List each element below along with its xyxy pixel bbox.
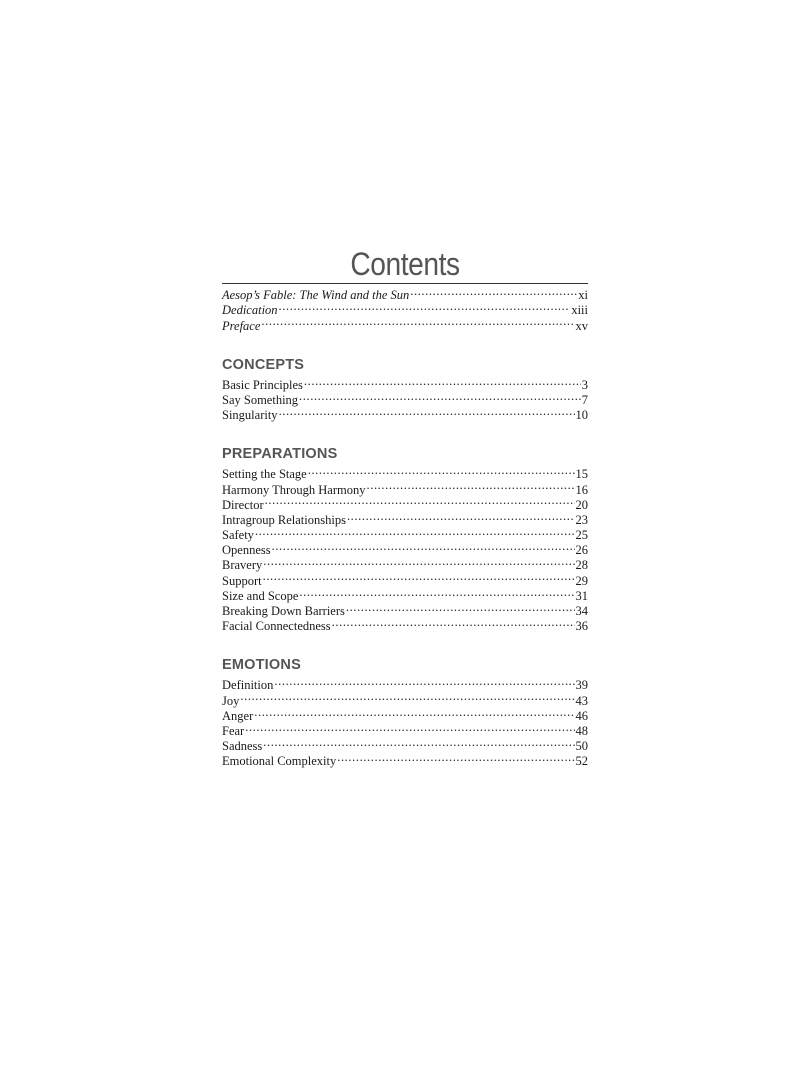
front-matter-list [222, 284, 588, 333]
dot-leader [240, 689, 574, 704]
entry-page-number: 52 [575, 754, 588, 769]
entry-title: Bravery [222, 558, 263, 573]
entry-page-number: 20 [575, 497, 588, 512]
entry-page-number: 26 [575, 543, 588, 558]
dot-leader [279, 299, 571, 314]
entry-page-number: 34 [575, 604, 588, 618]
entry-title: Singularity [222, 408, 278, 423]
section-heading: PREPARATIONS [222, 446, 338, 463]
dot-leader [299, 389, 581, 404]
page-title: Contents [350, 246, 460, 282]
entry-page-number: 39 [575, 678, 588, 693]
toc-entry[interactable] [222, 374, 588, 392]
entry-title: Openness [222, 543, 271, 558]
dot-leader [367, 478, 575, 493]
dot-leader [265, 494, 575, 509]
dot-leader [299, 585, 574, 600]
toc-entry[interactable] [222, 720, 588, 738]
dot-leader [272, 539, 575, 554]
entry-title: Dedication [222, 303, 278, 318]
entry-title: Basic Principles [222, 377, 303, 392]
toc-entry[interactable] [222, 585, 588, 603]
toc-entry[interactable] [222, 494, 588, 512]
section-entries [222, 674, 588, 769]
entry-title: Sadness [222, 739, 263, 754]
entry-page-number: xi [578, 288, 588, 303]
entry-page-number: 10 [575, 408, 588, 423]
entry-title: Breaking Down Barriers [222, 604, 345, 618]
entry-page-number: 43 [575, 693, 588, 708]
entry-title: Emotional Complexity [222, 754, 337, 769]
entry-title: Facial Connectedness [222, 619, 331, 634]
toc-entry[interactable] [222, 689, 588, 708]
dot-leader [346, 600, 575, 615]
entry-title: Preface [222, 318, 261, 333]
toc-entry[interactable] [222, 569, 588, 588]
section-preparations [222, 445, 588, 634]
section-entries [222, 374, 588, 423]
toc-entry[interactable] [222, 524, 588, 543]
entry-title: Setting the Stage [222, 467, 307, 482]
entry-page-number: 36 [575, 619, 588, 634]
entry-title: Joy [222, 693, 240, 708]
dot-leader [410, 284, 577, 299]
dot-leader [308, 463, 575, 478]
entry-page-number: xv [575, 318, 588, 333]
entry-title: Intragroup Relationships [222, 512, 346, 527]
entry-title: Harmony Through Harmony [222, 482, 366, 497]
entry-page-number: 15 [575, 467, 588, 482]
entry-page-number: 28 [575, 558, 588, 573]
entry-title: Fear [222, 723, 245, 738]
entry-page-number: 3 [581, 377, 588, 392]
entry-title: Safety [222, 528, 254, 543]
toc-entry[interactable] [222, 314, 588, 333]
section-concepts [222, 356, 588, 423]
entry-page-number: 29 [575, 573, 588, 588]
dot-leader [263, 569, 575, 584]
dot-leader [337, 750, 574, 765]
section-entries [222, 463, 588, 634]
toc-entry[interactable] [222, 539, 588, 558]
dot-leader [245, 720, 574, 735]
section-emotions [222, 656, 588, 769]
toc-entry[interactable] [222, 554, 588, 573]
toc-entry[interactable] [222, 509, 588, 527]
toc-entry[interactable] [222, 750, 588, 769]
contents-page [222, 245, 588, 769]
entry-page-number: 46 [575, 708, 588, 723]
entry-title: Anger [222, 708, 254, 723]
entry-page-number: 25 [575, 528, 588, 543]
dot-leader [274, 674, 574, 689]
dot-leader [255, 524, 575, 539]
entry-title: Director [222, 497, 264, 512]
entry-title: Say Something [222, 392, 299, 407]
section-heading: CONCEPTS [222, 356, 305, 373]
entry-title: Support [222, 573, 262, 588]
toc-entry[interactable] [222, 674, 588, 693]
dot-leader [263, 735, 574, 750]
entry-page-number: 23 [575, 512, 588, 527]
toc-entry[interactable] [222, 705, 588, 723]
entry-title: Definition [222, 678, 274, 693]
entry-page-number: 48 [575, 723, 588, 738]
entry-page-number: 31 [575, 588, 588, 603]
toc-entry[interactable] [222, 284, 588, 303]
entry-page-number: 7 [581, 392, 588, 407]
dot-leader [332, 615, 575, 630]
entry-title: Size and Scope [222, 588, 299, 603]
entry-page-number: 50 [575, 739, 588, 754]
section-heading: EMOTIONS [222, 657, 301, 674]
dot-leader [254, 705, 574, 720]
toc-entry[interactable] [222, 735, 588, 754]
entry-page-number: 16 [575, 482, 588, 497]
toc-entry[interactable] [222, 463, 588, 482]
dot-leader [347, 509, 575, 524]
dot-leader [263, 554, 574, 569]
entry-page-number: xiii [571, 303, 588, 318]
dot-leader [304, 374, 581, 389]
entry-title: Aesop’s Fable: The Wind and the Sun [222, 288, 410, 303]
dot-leader [279, 404, 575, 419]
dot-leader [261, 314, 574, 329]
